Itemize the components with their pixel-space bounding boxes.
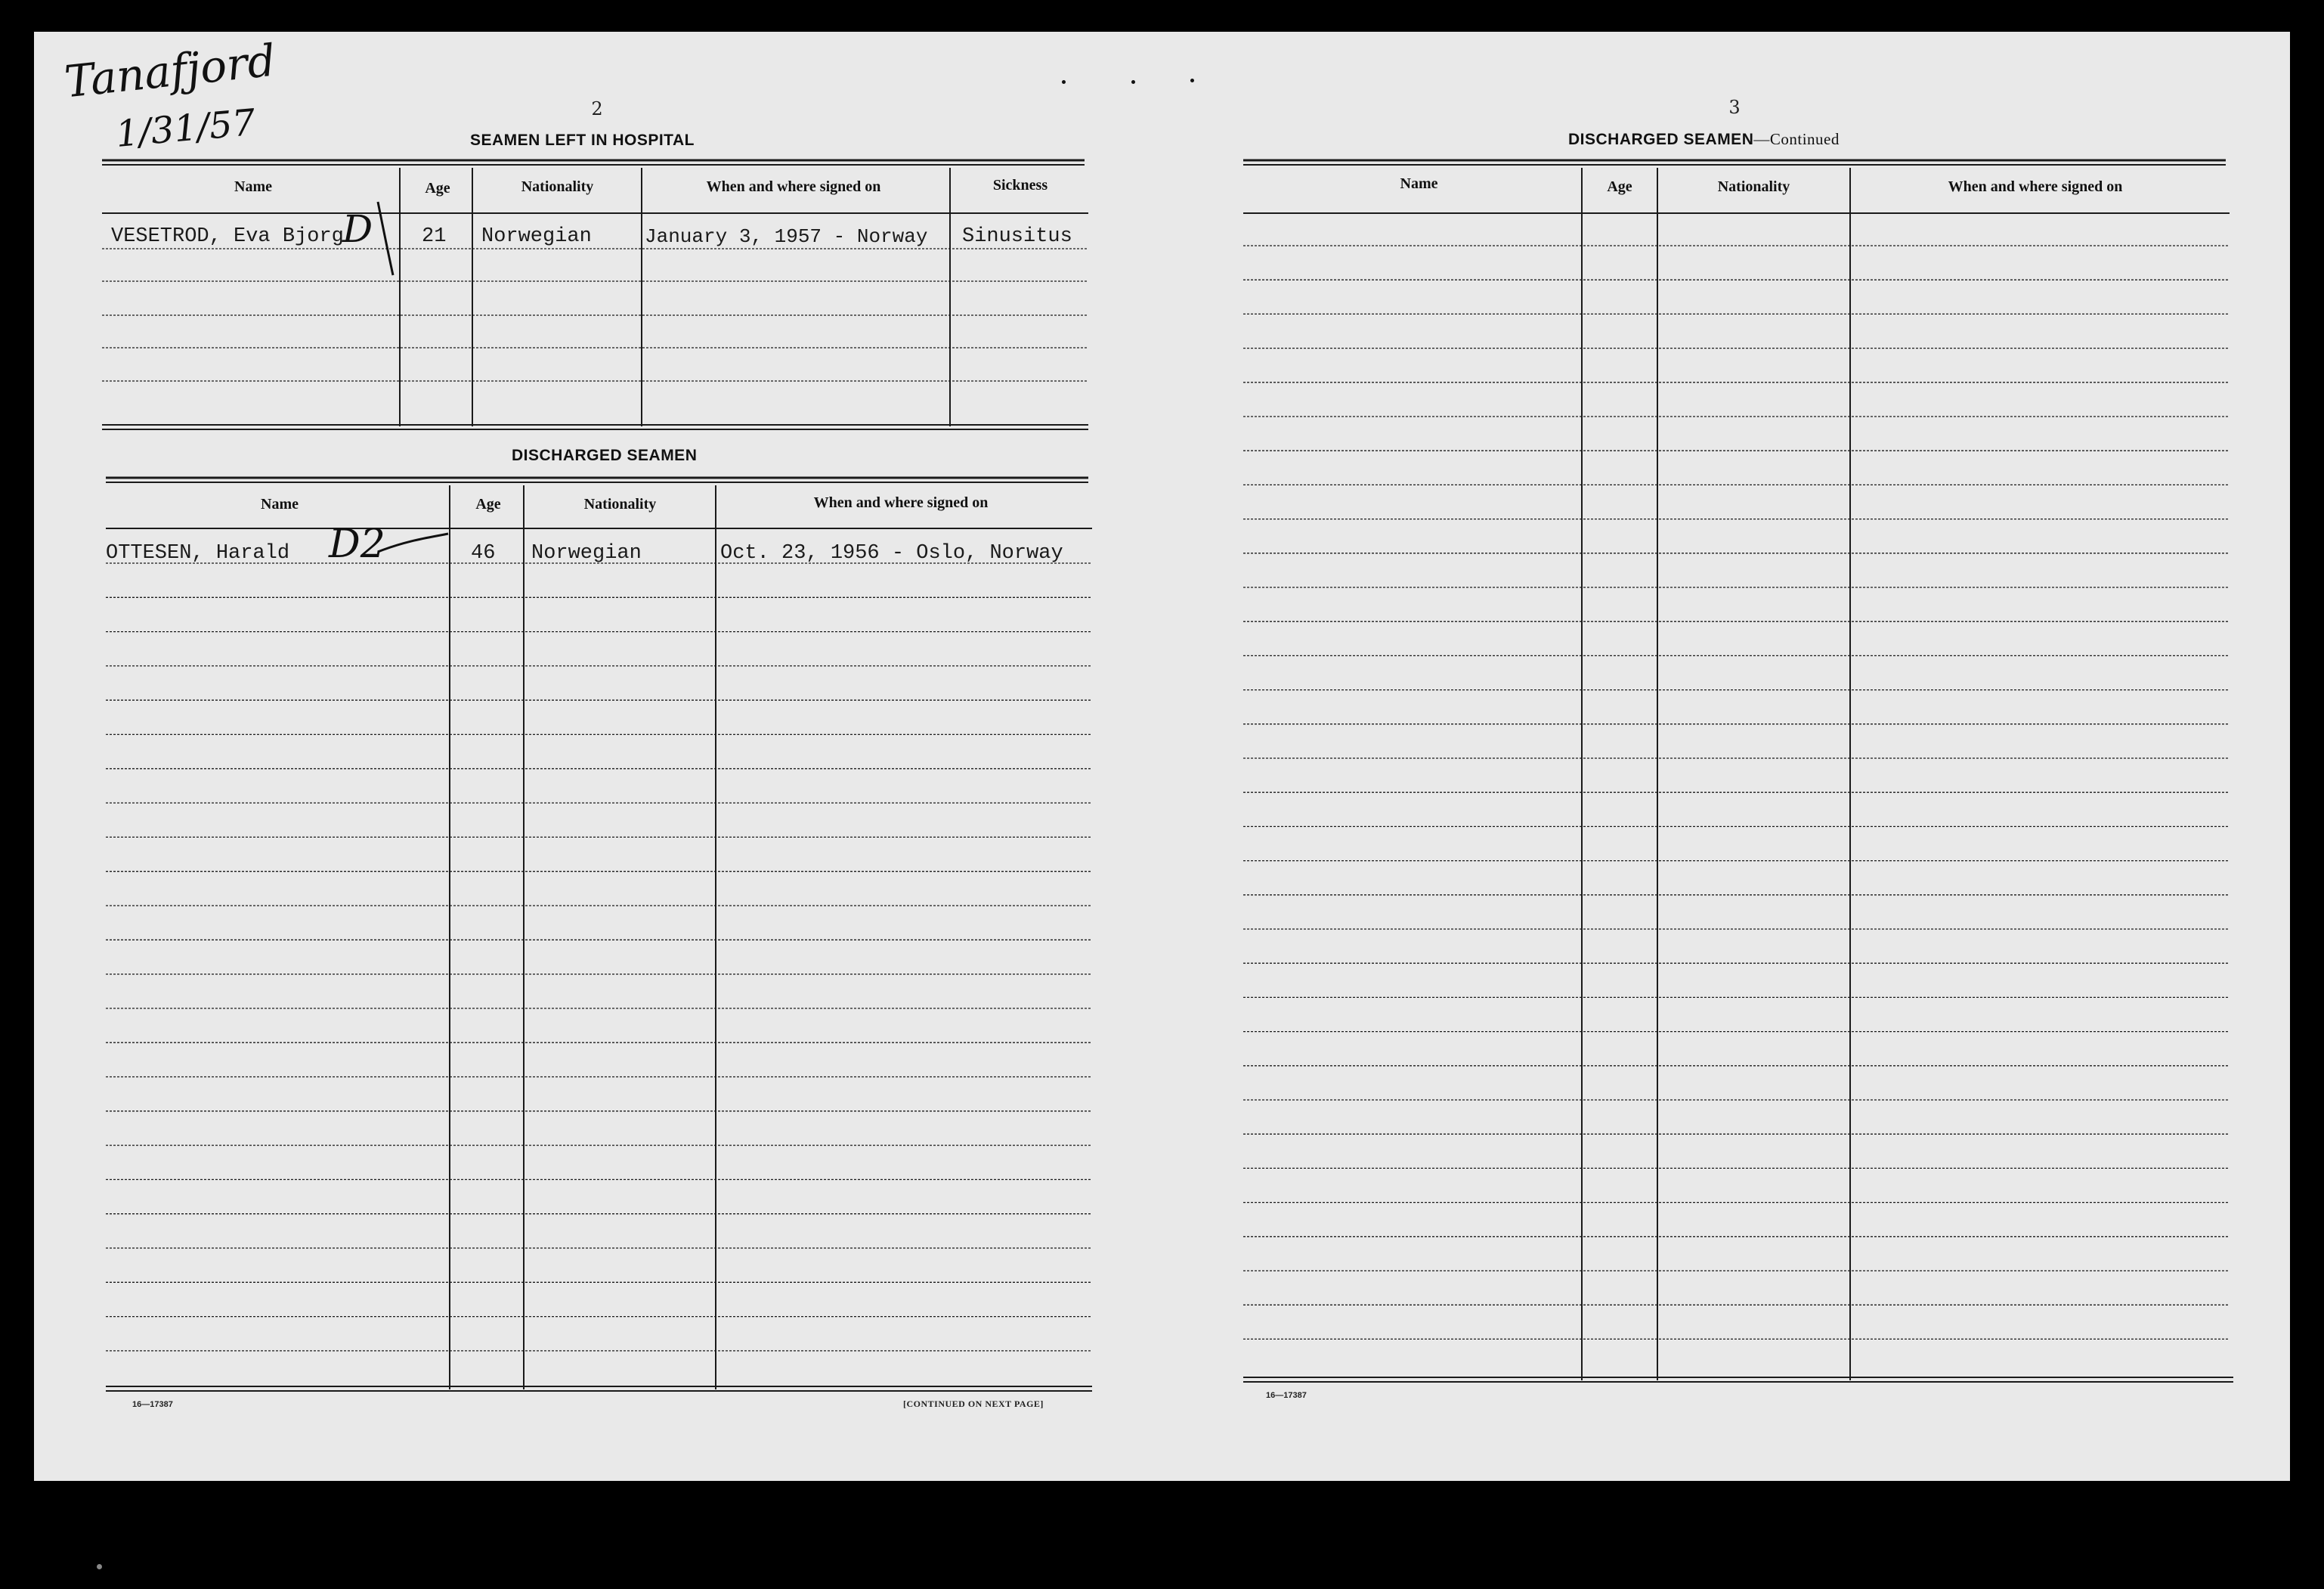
handwritten-ship-name: Tanafjord bbox=[62, 34, 278, 108]
continued-header-nationality: Nationality bbox=[1717, 178, 1790, 195]
continued-footer: [CONTINUED ON NEXT PAGE] bbox=[903, 1399, 1044, 1409]
scan-speck bbox=[1190, 79, 1194, 82]
scan-speck bbox=[1131, 80, 1135, 84]
discharged-section-title: DISCHARGED SEAMEN bbox=[512, 447, 698, 464]
hospital-row-nationality: Norwegian bbox=[481, 225, 592, 248]
hospital-row-sickness: Sinusitus bbox=[962, 225, 1072, 248]
page-number-right: 3 bbox=[1728, 97, 1741, 118]
discharged-header-nationality: Nationality bbox=[583, 496, 657, 513]
discharged-header-name: Name bbox=[261, 496, 299, 513]
discharged-continued-title bbox=[1568, 130, 1840, 149]
hospital-row-name: VESETROD, Eva Bjorg bbox=[111, 225, 344, 248]
scan-speck bbox=[1062, 80, 1066, 84]
hospital-section-title: SEAMEN LEFT IN HOSPITAL bbox=[470, 132, 695, 149]
discharged-row-name: OTTESEN, Harald bbox=[106, 542, 290, 565]
hospital-header-name: Name bbox=[234, 178, 272, 195]
handwritten-discharged-mark: D2 bbox=[329, 522, 385, 567]
continued-header-signed-on: When and where signed on bbox=[1948, 178, 2123, 195]
page-number-left: 2 bbox=[591, 98, 603, 119]
continued-header-age: Age bbox=[1607, 178, 1632, 195]
discharged-continued-title-suffix: —Continued bbox=[1753, 130, 1840, 148]
form-number-left: 16—17387 bbox=[132, 1400, 173, 1409]
hospital-header-sickness: Sickness bbox=[992, 177, 1048, 194]
hospital-row-age: 21 bbox=[422, 225, 447, 248]
document-sheet bbox=[34, 32, 2290, 1481]
hospital-header-age: Age bbox=[425, 180, 450, 197]
discharged-continued-title-main: DISCHARGED SEAMEN bbox=[1568, 131, 1754, 148]
discharged-row-signed-on: Oct. 23, 1956 - Oslo, Norway bbox=[720, 542, 1063, 565]
discharged-row-age: 46 bbox=[471, 542, 496, 565]
hospital-header-nationality: Nationality bbox=[521, 178, 594, 195]
hospital-row-signed-on: January 3, 1957 - Norway bbox=[645, 225, 928, 248]
handwritten-stroke bbox=[378, 534, 448, 552]
scan-speck bbox=[97, 1564, 102, 1569]
discharged-header-age: Age bbox=[475, 496, 501, 513]
form-number-right: 16—17387 bbox=[1266, 1391, 1307, 1400]
discharged-row-nationality: Norwegian bbox=[531, 542, 642, 565]
hospital-header-signed-on: When and where signed on bbox=[706, 178, 881, 195]
handwritten-date: 1/31/57 bbox=[113, 101, 258, 156]
handwritten-hospital-mark: D bbox=[342, 207, 373, 251]
discharged-header-signed-on: When and where signed on bbox=[813, 494, 989, 511]
continued-header-name: Name bbox=[1400, 175, 1438, 192]
